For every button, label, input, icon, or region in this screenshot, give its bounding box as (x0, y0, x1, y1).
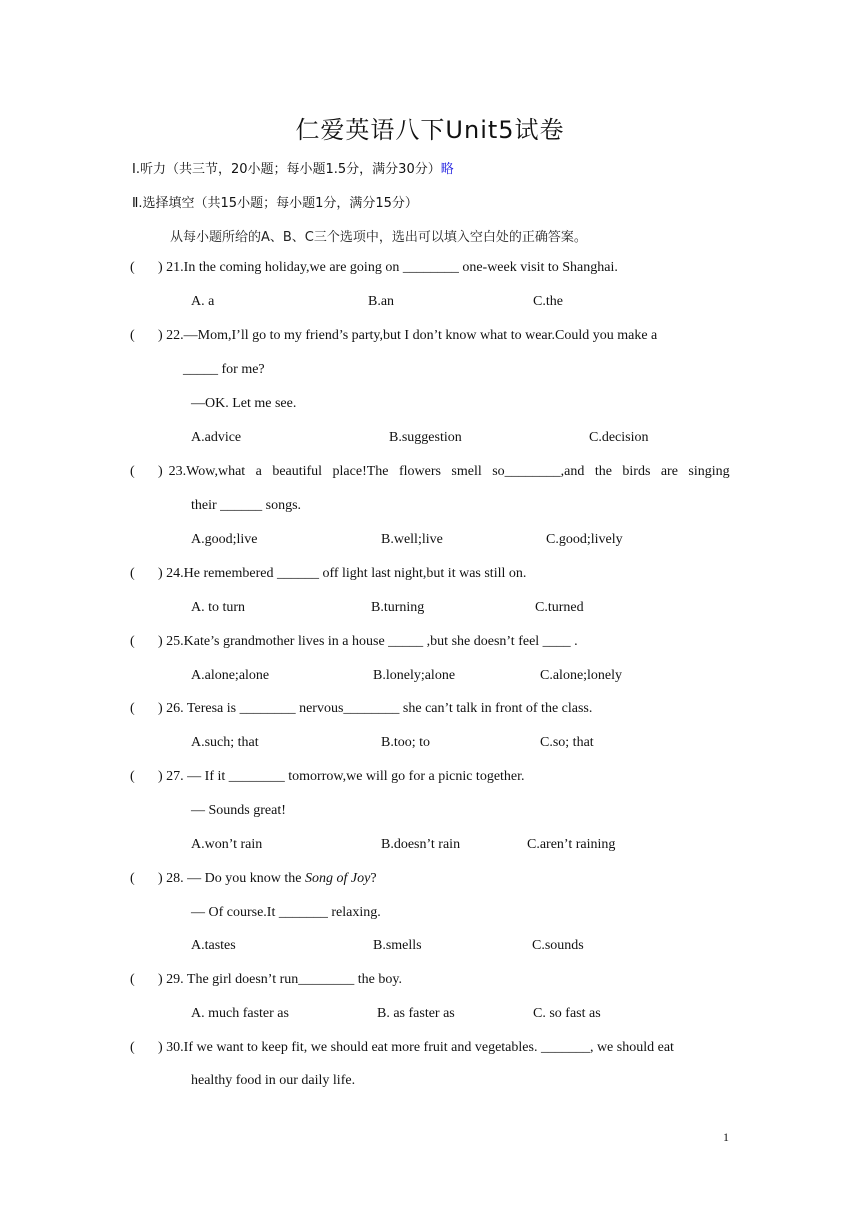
answer-paren-open: ( (130, 972, 135, 987)
option-a: A. to turn (191, 600, 246, 615)
answer-paren-close: ) (158, 464, 163, 479)
word: beautiful (272, 464, 323, 479)
option-b: B. as faster as (377, 1006, 455, 1021)
answer-paren-close: ) (158, 701, 163, 716)
question-21 (130, 260, 730, 276)
option-a: A.alone;alone (191, 668, 270, 683)
answer-paren-close: ) (158, 1040, 163, 1055)
answer-paren-close: ) (158, 260, 163, 275)
section-listening (132, 158, 454, 177)
word: a (255, 464, 262, 479)
option-b: B.suggestion (389, 430, 462, 445)
question-25-text: 25.Kate’s grandmother lives in a house _____ ,but she doesn’t feel ____ . (166, 634, 578, 649)
answer-paren-open: ( (130, 1040, 135, 1055)
option-a: A. a (191, 294, 215, 309)
word: place!The (332, 464, 389, 479)
section-choice: Ⅱ.选择填空（共15小题；每小题1分，满分15分） (132, 196, 418, 211)
instruction-text: 从每小题所给的A、B、C三个选项中，选出可以填入空白处的正确答案。 (170, 230, 587, 245)
page-title: 仁爱英语八下Unit5试卷 (295, 116, 565, 144)
answer-paren-open: ( (130, 634, 135, 649)
answer-paren-close: ) (158, 871, 163, 886)
question-29-text: 29. The girl doesn’t run________ the boy. (166, 972, 402, 987)
option-c: C.the (533, 294, 563, 309)
question-23-text (169, 464, 730, 480)
option-a: A.tastes (191, 938, 236, 953)
question-22-line2: _____ for me? (183, 362, 265, 377)
answer-paren-open: ( (130, 871, 135, 886)
question-28-text: 28. — Do you know the (166, 871, 305, 886)
question-27-text: 27. — If it ________ tomorrow,we will go for a picnic together. (166, 769, 525, 784)
answer-paren-close: ) (158, 769, 163, 784)
question-22 (130, 328, 730, 344)
question-28-line2: — Of course.It _______ relaxing. (191, 905, 381, 920)
word: the (594, 464, 612, 479)
question-24 (130, 566, 730, 582)
answer-paren-open: ( (130, 328, 135, 343)
question-mark: ? (370, 871, 377, 886)
option-a: A.good;live (191, 532, 258, 547)
option-c: C. so fast as (533, 1006, 601, 1021)
option-b: B.doesn’t rain (381, 837, 461, 852)
word: are (660, 464, 678, 479)
option-c: C.decision (589, 430, 649, 445)
answer-paren-close: ) (158, 634, 163, 649)
question-27-line2: — Sounds great! (191, 803, 286, 818)
option-a: A.such; that (191, 735, 259, 750)
page-number: 1 (723, 1130, 729, 1144)
option-b: B.smells (373, 938, 422, 953)
option-c: C.good;lively (546, 532, 623, 547)
option-c: C.sounds (532, 938, 584, 953)
answer-paren-open: ( (130, 260, 135, 275)
question-26-text: 26. Teresa is ________ nervous________ she can’t talk in front of the class. (166, 701, 593, 716)
word: so________,and (492, 464, 585, 479)
option-b: B.well;live (381, 532, 443, 547)
answer-paren-open: ( (130, 769, 135, 784)
answer-paren-open: ( (130, 701, 135, 716)
option-b: B.turning (371, 600, 425, 615)
question-30-text: 30.If we want to keep fit, we should eat more fruit and vegetables. _______, we should eat (166, 1040, 674, 1055)
option-b: B.too; to (381, 735, 431, 750)
question-28 (130, 871, 730, 887)
question-29 (130, 972, 730, 988)
option-c: C.so; that (540, 735, 594, 750)
option-c: C.aren’t raining (527, 837, 616, 852)
word: singing (688, 464, 730, 479)
word: birds (622, 464, 651, 479)
answer-paren-close: ) (158, 972, 163, 987)
question-22-line3: —OK. Let me see. (191, 396, 297, 411)
section-listening-note: 略 (440, 162, 454, 177)
option-a: A.won’t rain (191, 837, 263, 852)
answer-paren-close: ) (158, 566, 163, 581)
word: 23.Wow,what (168, 464, 246, 479)
option-c: C.alone;lonely (540, 668, 623, 683)
question-25 (130, 634, 730, 650)
option-a: A.advice (191, 430, 242, 445)
section-listening-text: Ⅰ.听力（共三节，20小题；每小题1.5分，满分30分） (132, 162, 441, 177)
question-22-text: 22.—Mom,I’ll go to my friend’s party,but I don’t know what to wear.Could you make a (166, 328, 658, 343)
option-a: A. much faster as (191, 1006, 289, 1021)
word: flowers (398, 464, 441, 479)
option-b: B.lonely;alone (373, 668, 456, 683)
answer-paren-open: ( (130, 464, 135, 479)
question-21-text: 21.In the coming holiday,we are going on ________ one-week visit to Shanghai. (166, 260, 618, 275)
option-c: C.turned (535, 600, 584, 615)
question-30 (130, 1040, 730, 1056)
question-23-line2: their ______ songs. (191, 498, 302, 513)
answer-paren-open: ( (130, 566, 135, 581)
question-27 (130, 769, 730, 785)
song-title: Song of Joy (305, 871, 371, 886)
question-26 (130, 701, 730, 717)
answer-paren-close: ) (158, 328, 163, 343)
question-24-text: 24.He remembered ______ off light last night,but it was still on. (166, 566, 527, 581)
question-23 (130, 464, 730, 480)
option-b: B.an (368, 294, 395, 309)
word: smell (451, 464, 482, 479)
question-30-line2: healthy food in our daily life. (191, 1073, 356, 1088)
